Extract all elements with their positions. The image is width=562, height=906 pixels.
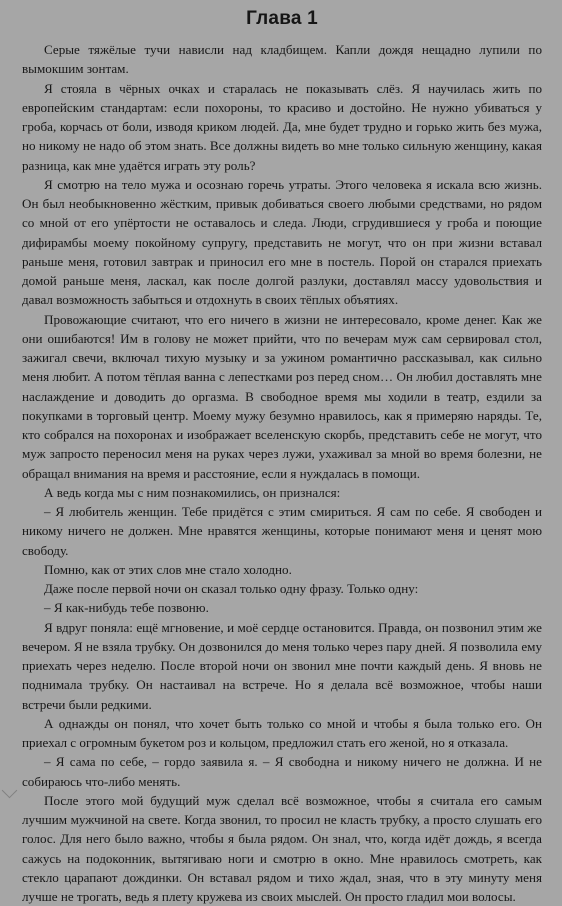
paragraph: Я стояла в чёрных очках и старалась не показывать слёз. Я научилась жить по европейским стандартам: если похороны, то красиво и достойно. Не нужно убиваться у гроба, корчась от боли, изводя криком людей. Да, мне будет трудно и горько жить без мужа, но никому не надо об этом знать. Все должны видеть во мне только сильную женщину, какая разница, как мне удаётся играть эту роль? [22, 80, 542, 173]
paragraph: Помню, как от этих слов мне стало холодно. [44, 561, 292, 577]
paragraph: А однажды он понял, что хочет быть только со мной и чтобы я была только его. Он приехал с огромным букетом роз и кольцом, предложил стать его женой, но я отказала. [22, 715, 542, 750]
paragraph: – Я как-нибудь тебе позвоню. [44, 600, 209, 616]
paragraph: После этого мой будущий муж сделал всё возможное, чтобы я считала его самым лучшим мужчиной на свете. Когда звонил, то просил не класть трубку, а просто слушать его голос. Для него было важно, чтобы я была рядом. Он знал, что, когда идёт дождь, я всегда сажусь на подоконник, вытягиваю ноги и смотрю в окно. Мне нравилось смотреть, как стекло царапают дождинки. Он вставал рядом и тихо ждал, зная, что в эту минуту меня лучше не трогать, ведь я плету кружева из своих мыслей. Он просто гладил мои волосы. [22, 792, 542, 904]
paragraph: – Я сама по себе, – гордо заявила я. – Я свободна и никому ничего не должна. И не собираюсь что-либо менять. [22, 754, 542, 789]
chapter-body [22, 40, 542, 906]
paragraph: – Я любитель женщин. Тебе придётся с этим смириться. Я сам по себе. Я свободен и никому ничего не должен. Мне нравятся женщины, которые понимают меня и ценят мою свободу. [22, 504, 542, 558]
paragraph: Провожающие считают, что его ничего в жизни не интересовало, кроме денег. Как же они ошибаются! Им в голову не может прийти, что по вечерам муж сам сервировал стол, зажигал свечи, включал тихую музыку и за ужином романтично рассказывал, как сильно меня любит. А потом тёплая ванна с лепестками роз перед сном… Он любил доставлять мне наслаждение и доводить до оргазма. В свободное время мы ходили в театр, ездили за покупками в торговый центр. Моему мужу безумно нравилось, как я примеряю наряды. Те, кто собрался на похоронах и изображает вселенскую скорбь, представить себе не могут, что муж запросто переносил меня на руках через лужи, ухаживал за мной во время болезни, не обращал внимания на время и расстояние, если я нуждалась в помощи. [22, 311, 542, 481]
paragraph: Даже после первой ночи он сказал только одну фразу. Только одну: [44, 581, 419, 596]
paragraph: Я вдруг поняла: ещё мгновение, и моё сердце остановится. Правда, он позвонил этим же вечером. Я не взяла трубку. Он дозвонился до меня только через пару дней. Я позволила ему приехать через неделю. После второй ночи он звонил мне почти каждый день. Я вновь не поднимала трубку. Он настаивал на встрече. Но я делала всё возможное, чтобы наши встречи были редкими. [22, 619, 542, 712]
chapter-title: Глава 1 [246, 8, 318, 29]
paragraph: А ведь когда мы с ним познакомились, он признался: [44, 484, 341, 500]
paragraph: Серые тяжёлые тучи нависли над кладбищем. Капли дождя нещадно лупили по вымокшим зонтам. [22, 42, 542, 77]
paragraph: Я смотрю на тело мужа и осознаю горечь утраты. Этого человека я искала всю жизнь. Он был необыкновенно жёстким, привык добиваться своего любыми средствами, но рядом со мной от его упёртости не оставалось и следа. Люди, сгрудившиеся у гроба и поющие дифирамбы моему покойному супругу, представить не могут, что он при жизни вставал раньше меня, готовил завтрак и приносил его мне в постель. Порой он старался приехать домой раньше меня, ласкал, как после долгой разлуки, доставлял массу удовольствия и давал возможность забыться и отдохнуть в своих тёплых объятиях. [22, 176, 542, 308]
page-corner-mark [2, 783, 18, 799]
